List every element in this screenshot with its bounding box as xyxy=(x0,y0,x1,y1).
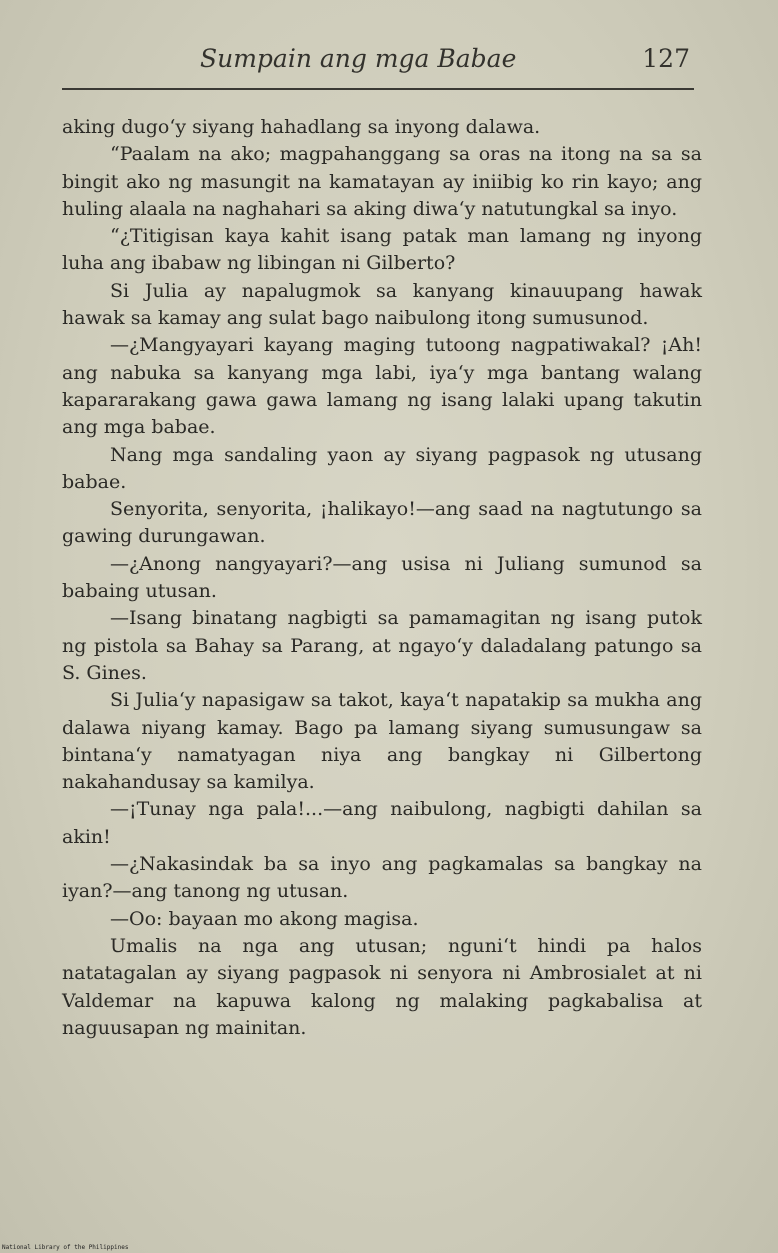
page-header xyxy=(62,40,698,80)
paragraph: —¿Nakasindak ba sa inyo ang pagkamalas sa bangkay na iyan?—ang tanong ng utusan. xyxy=(62,853,702,903)
running-title: Sumpain ang mga Babae xyxy=(200,44,517,73)
paragraph: Senyorita, senyorita, ¡halikayo!—ang saad na nagtutungo sa gawing durungawan. xyxy=(62,498,702,548)
paragraph: Nang mga sandaling yaon ay siyang pagpasok ng utusang babae. xyxy=(62,443,702,493)
header-rule xyxy=(62,88,694,90)
paragraph: Si Julia‘y napasigaw sa takot, kaya‘t napatakip sa mukha ang dalawa niyang kamay. Bago pa lamang siyang sumusungaw sa bintana‘y namatyagan niya ang bangkay ni Gilbertong nakahandusay sa kamilya. xyxy=(62,689,702,794)
paragraph: —¡Tunay nga pala!...—ang naibulong, nagbigti dahilan sa akin! xyxy=(62,798,702,848)
paragraph: —¿Anong nangyayari?—ang usisa ni Juliang sumunod sa babaing utusan. xyxy=(62,552,702,603)
page-number: 127 xyxy=(642,44,690,73)
paragraph: “Paalam na ako; magpahanggang sa oras na itong na sa sa bingit ako ng masungit na kamatayan ay iniibig ko rin kayo; ang huling alaala na naghahari sa aking diwa‘y natutungkal sa inyo. xyxy=(62,143,702,220)
paragraph: —Oo: bayaan mo akong magisa. xyxy=(110,907,419,930)
paragraph: —¿Mangyayari kayang maging tutoong nagpatiwakal? ¡Ah! ang nabuka sa kanyang mga labi, iya‘y mga bantang walang kapararakang gawa gawa lamang ng isang lalaki upang takutin ang mga babae. xyxy=(62,334,702,439)
paragraph: “¿Titigisan kaya kahit isang patak man lamang ng inyong luha ang ibabaw ng libingan ni Gilberto? xyxy=(62,225,702,275)
body-text xyxy=(62,114,702,1042)
paragraph: aking dugo‘y siyang hahadlang sa inyong dalawa. xyxy=(62,116,541,138)
paragraph: Umalis na nga ang utusan; nguni‘t hindi pa halos natatagalan ay siyang pagpasok ni senyora ni Ambrosialet at ni Valdemar na kapuwa kalong ng malaking pagkabalisa at naguusapan ng mainitan. xyxy=(62,934,702,1039)
library-watermark: National Library of the Philippines xyxy=(2,1244,129,1251)
paragraph: —Isang binatang nagbigti sa pamamagitan ng isang putok ng pistola sa Bahay sa Parang, at ngayo‘y daladalang patungo sa S. Gines. xyxy=(62,607,702,684)
paragraph: Si Julia ay napalugmok sa kanyang kinauupang hawak hawak sa kamay ang sulat bago naibulong itong sumusunod. xyxy=(62,279,702,330)
